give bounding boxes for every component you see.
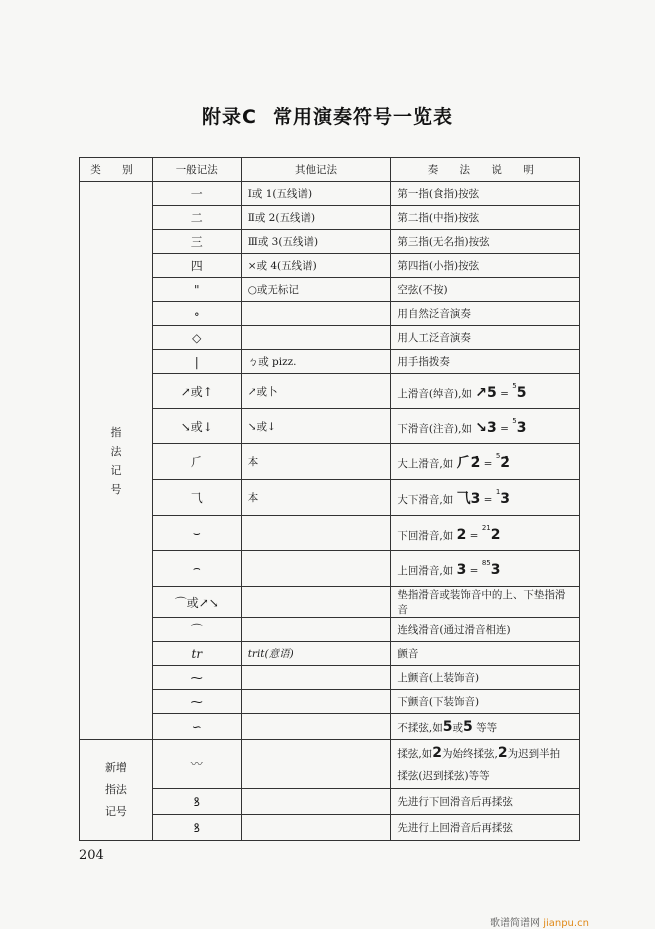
other-notation: [241, 666, 391, 690]
description: 揉弦,如2为始终揉弦,2为迟到半拍 揉弦(迟到揉弦)等等: [391, 740, 580, 789]
description: 第四指(小指)按弦: [391, 254, 580, 278]
table-row: [80, 302, 580, 326]
header-other: 其他记法: [241, 158, 391, 182]
description: 空弦(不按): [391, 278, 580, 302]
other-notation: [241, 690, 391, 714]
table-row: [80, 551, 580, 587]
description: 用人工泛音演奏: [391, 326, 580, 350]
other-notation: [241, 587, 391, 618]
other-notation: ↗或卜: [241, 374, 391, 409]
other-notation: 本: [241, 444, 391, 480]
table-row: [80, 714, 580, 740]
example-right: 3: [490, 562, 501, 578]
no-vibrato-icon: ∽: [152, 714, 241, 740]
other-notation: Ⅰ或 1(五线谱): [241, 182, 391, 206]
description: 连线滑音(通过滑音相连): [391, 618, 580, 642]
description: 颤音: [391, 642, 580, 666]
table-row: [80, 326, 580, 350]
general-notation: 一: [152, 182, 241, 206]
table-row: [80, 350, 580, 374]
other-notation: ○或无标记: [241, 278, 391, 302]
example-left: ⺄3: [456, 490, 481, 507]
general-notation: 四: [152, 254, 241, 278]
pad-slide-icon: ⌒或↗↘: [152, 587, 241, 618]
description: 大下滑音,如 ⺄3 = $^1$3: [391, 480, 580, 516]
example-right: 2: [490, 526, 501, 543]
other-notation: [241, 618, 391, 642]
other-notation: ㄅ或 pizz.: [241, 350, 391, 374]
other-notation: [241, 714, 391, 740]
table-row: [80, 815, 580, 841]
other-notation: ↘或↓: [241, 409, 391, 444]
watermark: [490, 914, 589, 929]
table-row: [80, 444, 580, 480]
header-general: 一般记法: [152, 158, 241, 182]
table-header-row: [80, 158, 580, 182]
big-up-slide-icon: ⺁: [152, 444, 241, 480]
description: 第一指(食指)按弦: [391, 182, 580, 206]
example-right: 5: [516, 384, 527, 401]
other-notation: trit(意语): [241, 642, 391, 666]
table-row: [80, 230, 580, 254]
example-left: ⺁2̇: [456, 454, 481, 471]
other-notation: [241, 740, 391, 789]
other-notation: Ⅲ或 3(五线谱): [241, 230, 391, 254]
category-label: 指 法 记 号: [110, 425, 122, 496]
description: 先进行上回滑音后再揉弦: [391, 815, 580, 841]
page-number: 204: [79, 848, 104, 863]
description: 大上滑音,如 ⺁2̇ = $^5$2̇: [391, 444, 580, 480]
header-category: 类 别: [80, 158, 153, 182]
up-slide-icon: ↗或↑: [152, 374, 241, 409]
appendix-label: 附录C: [202, 106, 257, 128]
example-right: 3: [500, 490, 511, 507]
pizzicato-icon: |: [152, 350, 241, 374]
category-label: 新增 指法 记号: [104, 761, 127, 818]
description: 上颤音(上装饰音): [391, 666, 580, 690]
other-notation: [241, 551, 391, 587]
example-left: ↘3: [475, 419, 497, 436]
watermark-site: jianpu.cn: [543, 918, 589, 929]
table-row: [80, 206, 580, 230]
down-slide-icon: ↘或↓: [152, 409, 241, 444]
table-row: [80, 374, 580, 409]
lower-mordent-icon: ⁓: [152, 690, 241, 714]
lower-turn-slide-icon: ⌣: [152, 516, 241, 551]
example-left: ↗5: [475, 384, 497, 401]
example-left: 3: [456, 562, 467, 578]
description: 上回滑音,如 3 = $^{85}$3: [391, 551, 580, 587]
table-row: [80, 480, 580, 516]
other-notation: 本: [241, 480, 391, 516]
other-notation: [241, 815, 391, 841]
table-row: [80, 740, 580, 789]
header-description: 奏 法 说 明: [391, 158, 580, 182]
other-notation: [241, 516, 391, 551]
legato-slide-icon: ⌒: [152, 618, 241, 642]
table-row: [80, 690, 580, 714]
upper-mordent-icon: ⁓: [152, 666, 241, 690]
general-notation: 三: [152, 230, 241, 254]
upper-turn-vibrato-icon: ꝸ: [152, 815, 241, 841]
description: 上滑音(绰音),如 ↗5 = $^5$5: [391, 374, 580, 409]
example-right: 3: [516, 419, 527, 436]
description: 垫指滑音或装饰音中的上、下垫指滑音: [391, 587, 580, 618]
table-row: [80, 409, 580, 444]
table-row: [80, 516, 580, 551]
watermark-cn: 歌谱简谱网: [490, 918, 540, 929]
table-row: [80, 642, 580, 666]
other-notation: ×或 4(五线谱): [241, 254, 391, 278]
example-right: 2̇: [500, 454, 511, 471]
general-notation: 二: [152, 206, 241, 230]
upper-turn-slide-icon: ⌢: [152, 551, 241, 587]
artificial-harmonic-icon: ◇: [152, 326, 241, 350]
notation-table: [79, 157, 580, 841]
table-row: [80, 587, 580, 618]
description: 下颤音(下装饰音): [391, 690, 580, 714]
table-row: [80, 789, 580, 815]
vibrato-icon: 〰: [152, 740, 241, 789]
title-text: 常用演奏符号一览表: [272, 106, 453, 128]
lower-turn-vibrato-icon: ꝸ: [152, 789, 241, 815]
other-notation: [241, 302, 391, 326]
description: 用手指拨奏: [391, 350, 580, 374]
description: 第三指(无名指)按弦: [391, 230, 580, 254]
description: 下回滑音,如 2 = $^{21}$2: [391, 516, 580, 551]
other-notation: [241, 326, 391, 350]
category-cell: [80, 740, 153, 841]
description: 用自然泛音演奏: [391, 302, 580, 326]
table-row: [80, 254, 580, 278]
natural-harmonic-icon: ∘: [152, 302, 241, 326]
table-row: [80, 278, 580, 302]
table-row: [80, 618, 580, 642]
description: 第二指(中指)按弦: [391, 206, 580, 230]
description: 下滑音(注音),如 ↘3 = $^5$3: [391, 409, 580, 444]
general-notation: ": [152, 278, 241, 302]
other-notation: [241, 789, 391, 815]
description: 先进行下回滑音后再揉弦: [391, 789, 580, 815]
page-title: [0, 102, 655, 129]
table-row: [80, 182, 580, 206]
example-left: 5: [442, 718, 453, 735]
example-left: 2: [456, 526, 467, 543]
big-down-slide-icon: ⺄: [152, 480, 241, 516]
category-cell: [80, 182, 153, 740]
other-notation: Ⅱ或 2(五线谱): [241, 206, 391, 230]
trill-icon: tr: [152, 642, 241, 666]
description: 不揉弦,如5或5 等等: [391, 714, 580, 740]
table-row: [80, 666, 580, 690]
example-right: 5: [462, 718, 473, 735]
